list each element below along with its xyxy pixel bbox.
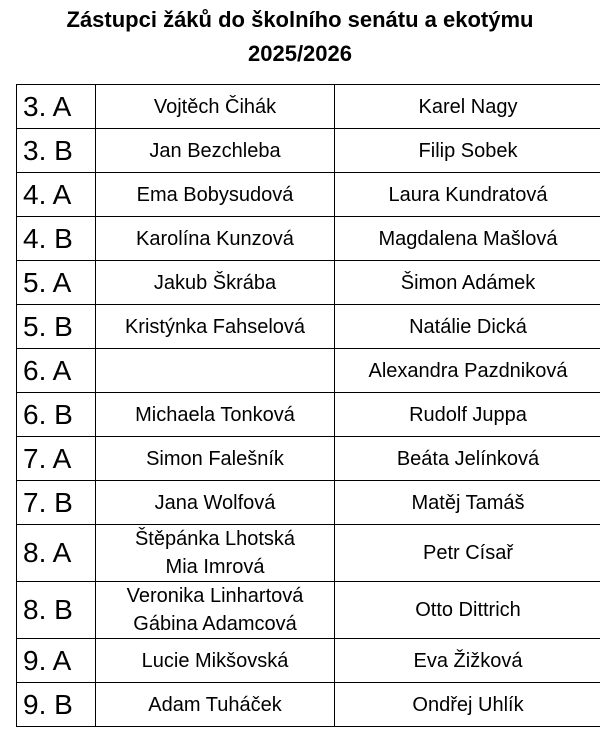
ecoteam-rep-cell — [335, 129, 600, 173]
senate-rep-cell — [96, 683, 335, 727]
class-cell: 4. A — [17, 173, 96, 217]
ecoteam-rep-cell — [335, 261, 600, 305]
ecoteam-rep-name: Alexandra Pazdniková — [368, 359, 568, 382]
senate-rep-cell — [96, 582, 335, 639]
table-row — [17, 582, 600, 639]
ecoteam-rep-name: Ondřej Uhlík — [412, 693, 524, 716]
table-row — [17, 261, 600, 305]
class-cell: 9. A — [17, 639, 96, 683]
senate-rep-name: Vojtěch Čihák — [153, 95, 277, 118]
table-row — [17, 349, 600, 393]
senate-rep-cell — [96, 437, 335, 481]
senate-rep-cell — [96, 129, 335, 173]
table-row — [17, 129, 600, 173]
ecoteam-rep-name: Šimon Adámek — [400, 271, 536, 294]
senate-rep-name: Mia Imrová — [165, 556, 265, 578]
class-cell: 6. A — [17, 349, 96, 393]
senate-rep-cell — [96, 481, 335, 525]
senate-rep-cell — [96, 173, 335, 217]
ecoteam-rep-name: Magdalena Mašlová — [378, 227, 558, 250]
class-cell: 4. B — [17, 217, 96, 261]
senate-rep-cell — [96, 305, 335, 349]
table-row — [17, 173, 600, 217]
ecoteam-rep-cell — [335, 349, 600, 393]
table-row — [17, 85, 600, 129]
class-cell: 8. A — [17, 525, 96, 582]
table-row — [17, 683, 600, 727]
page-title — [0, 3, 600, 71]
senate-rep-name: Lucie Mikšovská — [141, 649, 289, 672]
class-cell: 5. B — [17, 305, 96, 349]
senate-rep-cell — [96, 525, 335, 582]
ecoteam-rep-name: Beáta Jelínková — [396, 447, 540, 470]
senate-rep-name: Michaela Tonková — [135, 403, 295, 426]
ecoteam-rep-cell — [335, 173, 600, 217]
ecoteam-rep-cell — [335, 582, 600, 639]
senate-rep-name: Jana Wolfová — [154, 491, 276, 514]
senate-rep-name: Gábina Adamcová — [133, 613, 297, 635]
table-row — [17, 481, 600, 525]
class-cell: 7. A — [17, 437, 96, 481]
table-row — [17, 639, 600, 683]
ecoteam-rep-cell — [335, 85, 600, 129]
class-cell: 8. B — [17, 582, 96, 639]
ecoteam-rep-name: Matěj Tamáš — [411, 491, 525, 514]
senate-rep-name: Ema Bobysudová — [136, 183, 294, 206]
class-cell: 9. B — [17, 683, 96, 727]
table-row — [17, 393, 600, 437]
senate-rep-cell — [96, 261, 335, 305]
table-row — [17, 217, 600, 261]
senate-rep-name: Karolína Kunzová — [136, 227, 294, 250]
senate-rep-name: Kristýnka Fahselová — [124, 315, 306, 338]
ecoteam-rep-cell — [335, 481, 600, 525]
representatives-table — [16, 84, 600, 727]
senate-rep-name: Jakub Škrába — [153, 271, 277, 294]
ecoteam-rep-cell — [335, 639, 600, 683]
ecoteam-rep-name: Karel Nagy — [418, 95, 518, 118]
class-cell: 7. B — [17, 481, 96, 525]
ecoteam-rep-cell — [335, 525, 600, 582]
senate-rep-cell — [96, 85, 335, 129]
title-line-1: Zástupci žáků do školního senátu a ekotýmu — [66, 7, 534, 32]
class-cell: 5. A — [17, 261, 96, 305]
senate-rep-name: Adam Tuháček — [148, 693, 282, 716]
table-body — [17, 85, 600, 727]
senate-rep-cell — [96, 639, 335, 683]
senate-rep-name: Simon Falešník — [146, 447, 284, 470]
ecoteam-rep-name: Filip Sobek — [418, 139, 518, 162]
ecoteam-rep-name: Otto Dittrich — [415, 599, 521, 621]
title-line-2: 2025/2026 — [248, 41, 352, 66]
class-cell: 3. B — [17, 129, 96, 173]
ecoteam-rep-cell — [335, 683, 600, 727]
senate-rep-cell — [96, 349, 335, 393]
ecoteam-rep-name: Laura Kundratová — [388, 183, 548, 206]
ecoteam-rep-name: Natálie Dická — [409, 315, 527, 338]
class-cell: 6. B — [17, 393, 96, 437]
senate-rep-cell — [96, 217, 335, 261]
class-cell: 3. A — [17, 85, 96, 129]
ecoteam-rep-name: Rudolf Juppa — [409, 403, 527, 426]
ecoteam-rep-cell — [335, 393, 600, 437]
senate-rep-name: Veronika Linhartová — [126, 585, 304, 607]
ecoteam-rep-cell — [335, 305, 600, 349]
senate-rep-name: Štěpánka Lhotská — [134, 528, 296, 550]
senate-rep-cell — [96, 393, 335, 437]
ecoteam-rep-cell — [335, 217, 600, 261]
table-row — [17, 437, 600, 481]
ecoteam-rep-name: Eva Žižková — [413, 649, 523, 672]
table-row — [17, 525, 600, 582]
ecoteam-rep-cell — [335, 437, 600, 481]
ecoteam-rep-name: Petr Císař — [422, 542, 514, 564]
senate-rep-name: Jan Bezchleba — [149, 139, 281, 162]
table-row — [17, 305, 600, 349]
